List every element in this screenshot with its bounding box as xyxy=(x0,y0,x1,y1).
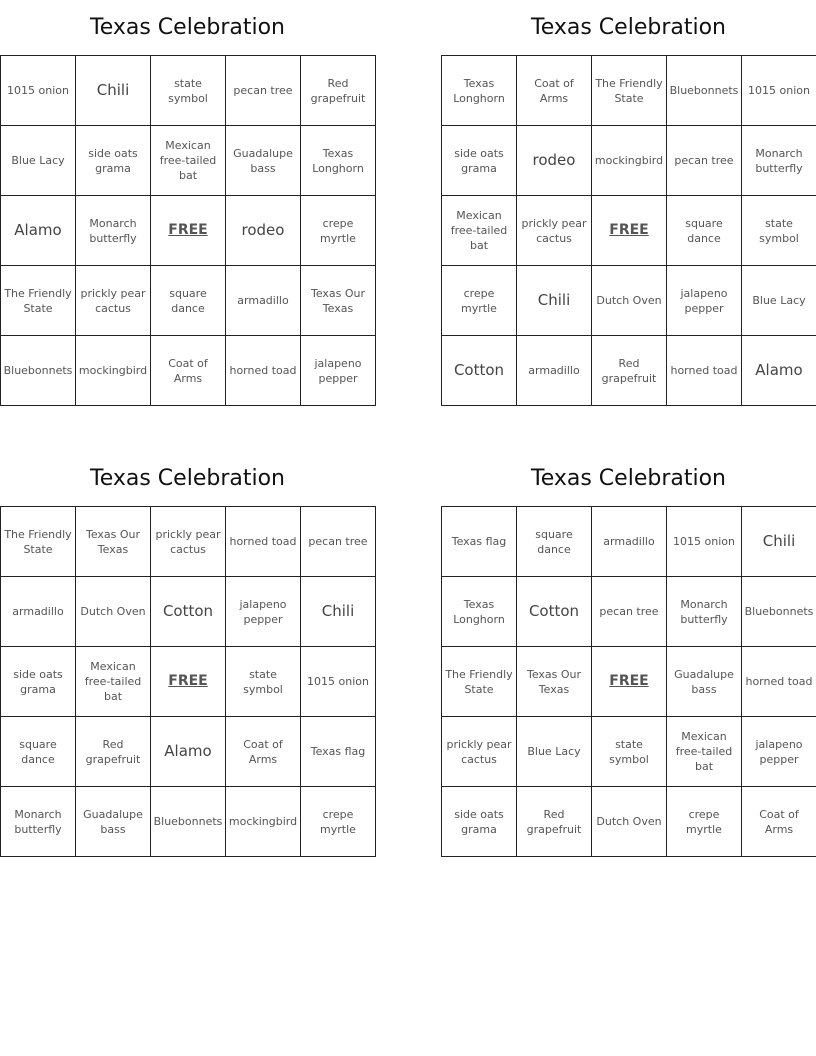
bingo-cell: Mexican free-tailed bat xyxy=(151,126,226,196)
bingo-cell: prickly pear cactus xyxy=(76,266,151,336)
grid-row xyxy=(1,56,376,126)
bingo-grid xyxy=(0,506,376,857)
bingo-cell: armadillo xyxy=(592,507,667,577)
bingo-cell: crepe myrtle xyxy=(301,787,376,857)
bingo-cell: Coat of Arms xyxy=(742,787,816,857)
bingo-cell: rodeo xyxy=(226,196,301,266)
grid-row xyxy=(442,717,816,787)
card-title: Texas Celebration xyxy=(531,15,726,40)
bingo-cell: Chili xyxy=(742,507,816,577)
bingo-cell: mockingbird xyxy=(592,126,667,196)
bingo-cell: Dutch Oven xyxy=(592,266,667,336)
grid-row xyxy=(442,647,816,717)
bingo-cell: horned toad xyxy=(226,507,301,577)
bingo-cell: Cotton xyxy=(517,577,592,647)
bingo-cell: Cotton xyxy=(442,336,517,406)
bingo-cell: The Friendly State xyxy=(442,647,517,717)
grid-row xyxy=(442,56,816,126)
bingo-cell: Cotton xyxy=(151,577,226,647)
bingo-cell: Blue Lacy xyxy=(742,266,816,336)
bingo-cell: Texas Longhorn xyxy=(442,577,517,647)
bingo-cell: Bluebonnets xyxy=(667,56,742,126)
bingo-cell: Chili xyxy=(76,56,151,126)
bingo-cell: square dance xyxy=(151,266,226,336)
bingo-cell: Texas Our Texas xyxy=(76,507,151,577)
bingo-cell: square dance xyxy=(667,196,742,266)
bingo-cell: pecan tree xyxy=(226,56,301,126)
bingo-cell: Bluebonnets xyxy=(1,336,76,406)
bingo-cell: Blue Lacy xyxy=(517,717,592,787)
grid-row xyxy=(1,787,376,857)
bingo-cell: Alamo xyxy=(151,717,226,787)
bingo-cell: jalapeno pepper xyxy=(226,577,301,647)
bingo-cell: Coat of Arms xyxy=(226,717,301,787)
bingo-cell: horned toad xyxy=(226,336,301,406)
grid-row xyxy=(1,577,376,647)
grid-row xyxy=(1,336,376,406)
bingo-cell: Monarch butterfly xyxy=(76,196,151,266)
bingo-cell: The Friendly State xyxy=(1,507,76,577)
free-space: FREE xyxy=(151,196,226,266)
card-title: Texas Celebration xyxy=(90,15,285,40)
bingo-cell: crepe myrtle xyxy=(667,787,742,857)
bingo-grid xyxy=(0,55,376,406)
bingo-cell: Red grapefruit xyxy=(592,336,667,406)
bingo-cell: rodeo xyxy=(517,126,592,196)
bingo-cell: Texas flag xyxy=(442,507,517,577)
bingo-cell: Coat of Arms xyxy=(151,336,226,406)
bingo-cell: state symbol xyxy=(592,717,667,787)
grid-row xyxy=(442,126,816,196)
bingo-cell: side oats grama xyxy=(1,647,76,717)
bingo-cell: prickly pear cactus xyxy=(517,196,592,266)
bingo-cell: crepe myrtle xyxy=(301,196,376,266)
bingo-cell: Monarch butterfly xyxy=(667,577,742,647)
bingo-grid xyxy=(441,55,816,406)
bingo-cell: square dance xyxy=(1,717,76,787)
bingo-cell: horned toad xyxy=(742,647,816,717)
grid-row xyxy=(442,196,816,266)
bingo-cell: crepe myrtle xyxy=(442,266,517,336)
bingo-cell: state symbol xyxy=(151,56,226,126)
bingo-cell: side oats grama xyxy=(442,787,517,857)
free-space: FREE xyxy=(592,647,667,717)
bingo-cell: prickly pear cactus xyxy=(151,507,226,577)
bingo-cell: mockingbird xyxy=(76,336,151,406)
bingo-cell: armadillo xyxy=(1,577,76,647)
bingo-cell: Coat of Arms xyxy=(517,56,592,126)
bingo-cell: side oats grama xyxy=(442,126,517,196)
bingo-cell: 1015 onion xyxy=(742,56,816,126)
bingo-grid xyxy=(441,506,816,857)
bingo-cell: Texas flag xyxy=(301,717,376,787)
bingo-cell: Mexican free-tailed bat xyxy=(442,196,517,266)
bingo-cell: Mexican free-tailed bat xyxy=(667,717,742,787)
bingo-cell: Red grapefruit xyxy=(301,56,376,126)
grid-row xyxy=(442,787,816,857)
bingo-cell: Guadalupe bass xyxy=(667,647,742,717)
bingo-cell: Bluebonnets xyxy=(151,787,226,857)
bingo-cell: side oats grama xyxy=(76,126,151,196)
bingo-cell: Red grapefruit xyxy=(517,787,592,857)
grid-row xyxy=(442,577,816,647)
bingo-cell: Texas Our Texas xyxy=(301,266,376,336)
bingo-cell: Alamo xyxy=(742,336,816,406)
bingo-cell: Red grapefruit xyxy=(76,717,151,787)
bingo-card-4 xyxy=(441,451,816,857)
bingo-cell: The Friendly State xyxy=(1,266,76,336)
bingo-cell: state symbol xyxy=(742,196,816,266)
grid-row xyxy=(1,507,376,577)
bingo-cell: Texas Longhorn xyxy=(301,126,376,196)
grid-row xyxy=(1,196,376,266)
bingo-cell: mockingbird xyxy=(226,787,301,857)
bingo-cell: jalapeno pepper xyxy=(667,266,742,336)
grid-row xyxy=(442,507,816,577)
grid-row xyxy=(1,647,376,717)
card-title: Texas Celebration xyxy=(531,466,726,491)
bingo-cell: Dutch Oven xyxy=(592,787,667,857)
grid-row xyxy=(442,336,816,406)
bingo-cell: jalapeno pepper xyxy=(301,336,376,406)
bingo-cell: pecan tree xyxy=(592,577,667,647)
bingo-cell: The Friendly State xyxy=(592,56,667,126)
bingo-cell: pecan tree xyxy=(301,507,376,577)
bingo-cell: armadillo xyxy=(226,266,301,336)
grid-row xyxy=(1,266,376,336)
bingo-cell: Blue Lacy xyxy=(1,126,76,196)
bingo-cell: Chili xyxy=(301,577,376,647)
bingo-cell: Guadalupe bass xyxy=(76,787,151,857)
bingo-cell: Mexican free-tailed bat xyxy=(76,647,151,717)
grid-row xyxy=(1,126,376,196)
free-space: FREE xyxy=(592,196,667,266)
bingo-card-2 xyxy=(441,0,816,406)
free-space: FREE xyxy=(151,647,226,717)
bingo-cell: Guadalupe bass xyxy=(226,126,301,196)
bingo-cell: Dutch Oven xyxy=(76,577,151,647)
bingo-cell: Monarch butterfly xyxy=(1,787,76,857)
bingo-cell: 1015 onion xyxy=(301,647,376,717)
bingo-cell: pecan tree xyxy=(667,126,742,196)
bingo-cell: armadillo xyxy=(517,336,592,406)
bingo-cell: prickly pear cactus xyxy=(442,717,517,787)
bingo-cell: Alamo xyxy=(1,196,76,266)
bingo-card-3 xyxy=(0,451,375,857)
bingo-cell: Chili xyxy=(517,266,592,336)
bingo-cell: 1015 onion xyxy=(667,507,742,577)
bingo-cell: Monarch butterfly xyxy=(742,126,816,196)
bingo-cell: Bluebonnets xyxy=(742,577,816,647)
grid-row xyxy=(442,266,816,336)
bingo-cell: Texas Longhorn xyxy=(442,56,517,126)
bingo-cell: state symbol xyxy=(226,647,301,717)
bingo-cell: horned toad xyxy=(667,336,742,406)
bingo-cell: 1015 onion xyxy=(1,56,76,126)
grid-row xyxy=(1,717,376,787)
bingo-cell: Texas Our Texas xyxy=(517,647,592,717)
card-title: Texas Celebration xyxy=(90,466,285,491)
bingo-cell: jalapeno pepper xyxy=(742,717,816,787)
bingo-card-1 xyxy=(0,0,375,406)
bingo-cell: square dance xyxy=(517,507,592,577)
